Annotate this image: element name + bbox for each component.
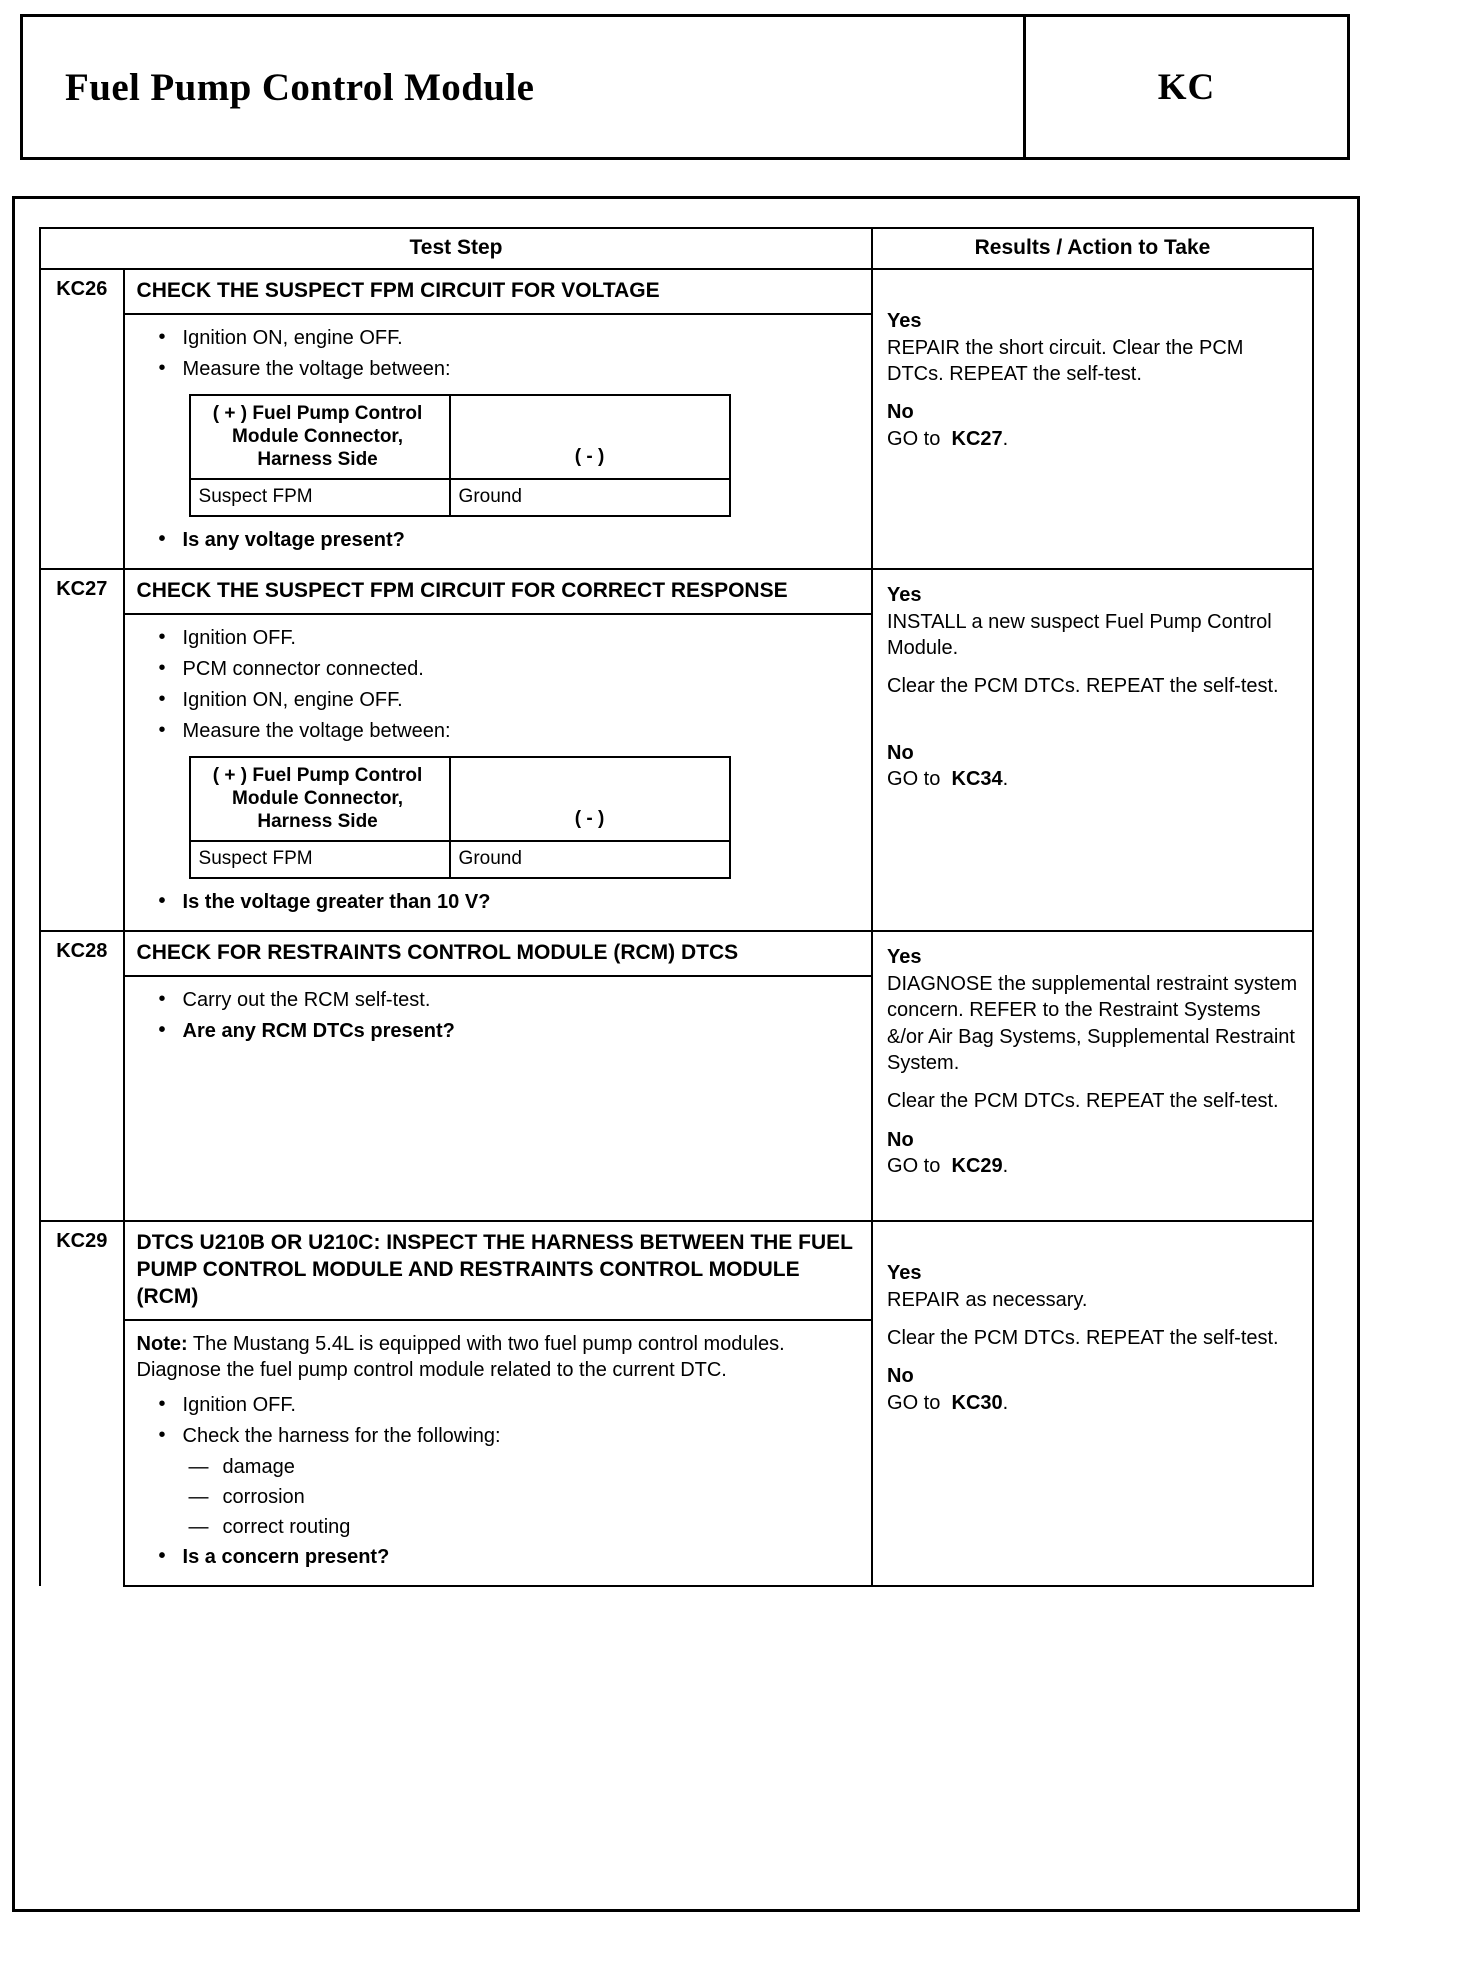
goto-target: KC34 bbox=[951, 768, 1003, 791]
list-item: — corrosion bbox=[137, 1484, 861, 1510]
result-yes-label-kc26: Yes bbox=[887, 310, 922, 333]
goto-suffix: . bbox=[1002, 1391, 1009, 1414]
content-frame bbox=[12, 196, 1360, 1912]
step-subitems-kc29 bbox=[137, 1454, 861, 1540]
result-no-goto-kc27 bbox=[887, 766, 1302, 792]
page-title: Fuel Pump Control Module bbox=[65, 65, 535, 109]
step-id-kc29: KC29 bbox=[40, 1221, 124, 1320]
list-item: • Ignition ON, engine OFF. bbox=[137, 687, 861, 713]
measurement-value-row bbox=[190, 841, 730, 879]
measurement-negative-value: Ground bbox=[450, 479, 730, 517]
goto-prefix: GO to bbox=[887, 1391, 941, 1414]
note-label: Note: bbox=[136, 1332, 188, 1355]
page-header bbox=[20, 14, 1350, 160]
step-bullets-kc29 bbox=[137, 1392, 861, 1449]
measurement-header-row bbox=[190, 395, 730, 479]
list-item: • Check the harness for the following: bbox=[137, 1423, 861, 1449]
measurement-value-row bbox=[190, 479, 730, 517]
measurement-negative-header: ( - ) bbox=[450, 395, 730, 479]
measurement-negative-header: ( - ) bbox=[450, 757, 730, 841]
goto-prefix: GO to bbox=[887, 1155, 941, 1178]
step-id-kc26: KC26 bbox=[40, 269, 124, 314]
section-code: KC bbox=[1157, 66, 1216, 108]
step-body-kc27 bbox=[124, 614, 872, 931]
goto-suffix: . bbox=[1002, 427, 1009, 450]
list-item: • Ignition OFF. bbox=[137, 1392, 861, 1418]
list-item: • Is the voltage greater than 10 V? bbox=[137, 889, 861, 915]
goto-prefix: GO to bbox=[887, 427, 941, 450]
result-yes-label-kc29: Yes bbox=[887, 1262, 922, 1285]
step-bullets-kc28 bbox=[137, 987, 861, 1044]
measurement-table-kc27 bbox=[189, 756, 731, 879]
goto-target: KC30 bbox=[951, 1391, 1003, 1414]
goto-suffix: . bbox=[1002, 768, 1009, 791]
step-question-kc29 bbox=[137, 1544, 861, 1570]
result-yes-text-kc29: REPAIR as necessary. bbox=[887, 1288, 1088, 1311]
list-item: • Ignition OFF. bbox=[137, 625, 861, 651]
step-id-spacer bbox=[40, 976, 124, 1221]
results-cell-kc29 bbox=[872, 1221, 1313, 1585]
measurement-table-kc26 bbox=[189, 394, 731, 517]
results-cell-kc27 bbox=[872, 569, 1313, 931]
note-text: The Mustang 5.4L is equipped with two fuel pump control modules. Diagnose the fuel pump control module related to the current DTC. bbox=[136, 1332, 785, 1382]
result-yes-label-kc27: Yes bbox=[887, 584, 922, 607]
step-body-kc29 bbox=[124, 1320, 872, 1586]
result-no-goto-kc29 bbox=[887, 1390, 1302, 1416]
goto-suffix: . bbox=[1002, 1155, 1009, 1178]
result-no-label-kc28: No bbox=[887, 1128, 914, 1151]
goto-target: KC29 bbox=[951, 1155, 1003, 1178]
measurement-negative-value: Ground bbox=[450, 841, 730, 879]
table-row bbox=[40, 269, 1313, 314]
results-cell-kc26 bbox=[872, 269, 1313, 569]
step-title-kc26: CHECK THE SUSPECT FPM CIRCUIT FOR VOLTAGE bbox=[124, 269, 872, 314]
list-item: • Measure the voltage between: bbox=[137, 718, 861, 744]
list-item: • Ignition ON, engine OFF. bbox=[137, 325, 861, 351]
step-bullets-kc27 bbox=[137, 625, 861, 744]
table-row bbox=[40, 569, 1313, 614]
result-yes-text-kc27: INSTALL a new suspect Fuel Pump Control Module. bbox=[887, 610, 1272, 660]
list-item: • Carry out the RCM self-test. bbox=[137, 987, 861, 1013]
result-yes-text-kc28: DIAGNOSE the supplemental restraint system concern. REFER to the Restraint Systems &/or Air Bag Systems, Supplemental Restraint System. bbox=[887, 972, 1298, 1074]
step-bullets-kc26 bbox=[137, 325, 861, 382]
note-paragraph-kc29 bbox=[137, 1331, 861, 1384]
step-title-kc29: DTCS U210B OR U210C: INSPECT THE HARNESS BETWEEN THE FUEL PUMP CONTROL MODULE AND RESTRAINTS CONTROL MODULE (RCM) bbox=[124, 1221, 872, 1320]
list-item: • Measure the voltage between: bbox=[137, 356, 861, 382]
result-no-label-kc27: No bbox=[887, 741, 914, 764]
results-cell-kc28 bbox=[872, 931, 1313, 1221]
result-yes-text-kc26: REPAIR the short circuit. Clear the PCM DTCs. REPEAT the self-test. bbox=[887, 336, 1244, 385]
measurement-positive-value: Suspect FPM bbox=[190, 479, 450, 517]
column-header-test-step: Test Step bbox=[40, 228, 872, 269]
goto-prefix: GO to bbox=[887, 768, 941, 791]
list-item: — correct routing bbox=[137, 1514, 861, 1540]
step-question-kc26 bbox=[137, 527, 861, 553]
measurement-positive-value: Suspect FPM bbox=[190, 841, 450, 879]
result-no-label-kc29: No bbox=[887, 1365, 914, 1388]
table-row bbox=[40, 1221, 1313, 1320]
diagnostic-procedure-table bbox=[39, 227, 1314, 1587]
header-code-cell bbox=[1026, 17, 1347, 157]
column-header-results: Results / Action to Take bbox=[872, 228, 1313, 269]
list-item: — damage bbox=[137, 1454, 861, 1480]
step-id-spacer bbox=[40, 1320, 124, 1586]
header-title-cell bbox=[23, 17, 1026, 157]
list-item: • Is a concern present? bbox=[137, 1544, 861, 1570]
result-yes-text2-kc29: Clear the PCM DTCs. REPEAT the self-test. bbox=[887, 1327, 1279, 1349]
result-yes-text2-kc27: Clear the PCM DTCs. REPEAT the self-test. bbox=[887, 675, 1279, 698]
step-body-kc28 bbox=[124, 976, 872, 1221]
measurement-header-row bbox=[190, 757, 730, 841]
step-title-kc28: CHECK FOR RESTRAINTS CONTROL MODULE (RCM) DTCS bbox=[124, 931, 872, 976]
step-title-kc27: CHECK THE SUSPECT FPM CIRCUIT FOR CORRECT RESPONSE bbox=[124, 569, 872, 614]
table-row bbox=[40, 931, 1313, 976]
step-body-kc26 bbox=[124, 314, 872, 569]
step-id-spacer bbox=[40, 314, 124, 569]
table-header-row bbox=[40, 228, 1313, 269]
measurement-positive-header: ( + ) Fuel Pump Control Module Connector, Harness Side bbox=[190, 757, 450, 841]
list-item: • Are any RCM DTCs present? bbox=[137, 1018, 861, 1044]
result-yes-label-kc28: Yes bbox=[887, 946, 922, 969]
step-id-kc28: KC28 bbox=[40, 931, 124, 976]
result-no-goto-kc28 bbox=[887, 1153, 1302, 1179]
goto-target: KC27 bbox=[951, 427, 1003, 450]
measurement-positive-header: ( + ) Fuel Pump Control Module Connector, Harness Side bbox=[190, 395, 450, 479]
result-no-label-kc26: No bbox=[887, 401, 914, 424]
step-id-kc27: KC27 bbox=[40, 569, 124, 614]
step-id-spacer bbox=[40, 614, 124, 931]
list-item: • PCM connector connected. bbox=[137, 656, 861, 682]
list-item: • Is any voltage present? bbox=[137, 527, 861, 553]
result-yes-text2-kc28: Clear the PCM DTCs. REPEAT the self-test. bbox=[887, 1090, 1279, 1113]
result-no-goto-kc26 bbox=[887, 426, 1302, 452]
step-question-kc27 bbox=[137, 889, 861, 915]
